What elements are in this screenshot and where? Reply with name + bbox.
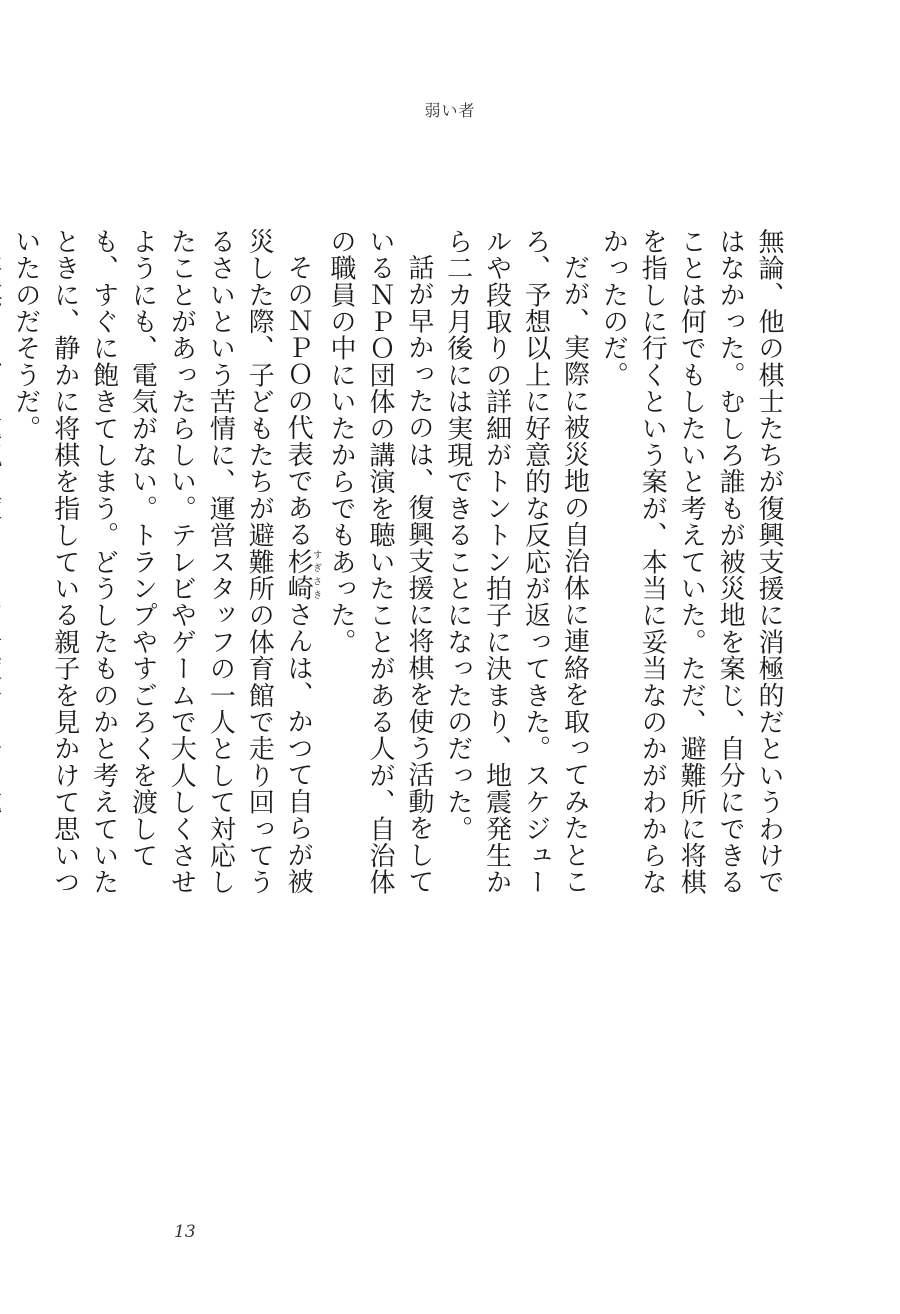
vertical-body-text bbox=[10, 228, 788, 918]
ruby-reading: すぎさき bbox=[311, 547, 322, 602]
paragraph: 無論、他の棋士たちが復興支援に消極的だというわけではなかった。むしろ誰もが被災地を案じ、自分にできることは何でもしたいと考えていた。ただ、避難所に将棋を指しに行くという案が、本当に妥当なのかがわからなかったのだ。 bbox=[598, 228, 784, 896]
paragraph bbox=[6, 228, 321, 918]
paragraph-text: さんは、かつて自らが被災した際、子どもたちが避難所の体育館で走り回ってうるさいという苦情に、運営スタッフの一人として対応したことがあったらしい。テレビやゲームで大人しくさせようにも、電気がない。トランプやすごろくを渡しても、すぐに飽きてしまう。どうしたものかと考えていたときに、静かに将棋を指している親子を見かけて思いついたのだそうだ。 bbox=[10, 228, 314, 896]
page-number: 13 bbox=[174, 1222, 196, 1242]
ruby-name bbox=[283, 547, 322, 602]
ruby-base: 杉崎 bbox=[283, 547, 314, 602]
paragraph: だが、実際に被災地の自治体に連絡を取ってみたところ、予想以上に好意的な反応が返ってきた。スケジュールや段取りの詳細がトントン拍子に決まり、地震発生から二カ月後には実現できることになったのだった。 bbox=[442, 228, 590, 896]
running-title: 弱い者 bbox=[424, 101, 476, 120]
paragraph: 話が早かったのは、復興支援に将棋を使う活動をしているＮＰＯ団体の講演を聴いたことがある人が、自治体の職員の中にいたからでもあった。 bbox=[326, 228, 434, 896]
paragraph bbox=[0, 228, 6, 918]
paragraph-text: そのＮＰＯの代表である bbox=[283, 254, 314, 548]
